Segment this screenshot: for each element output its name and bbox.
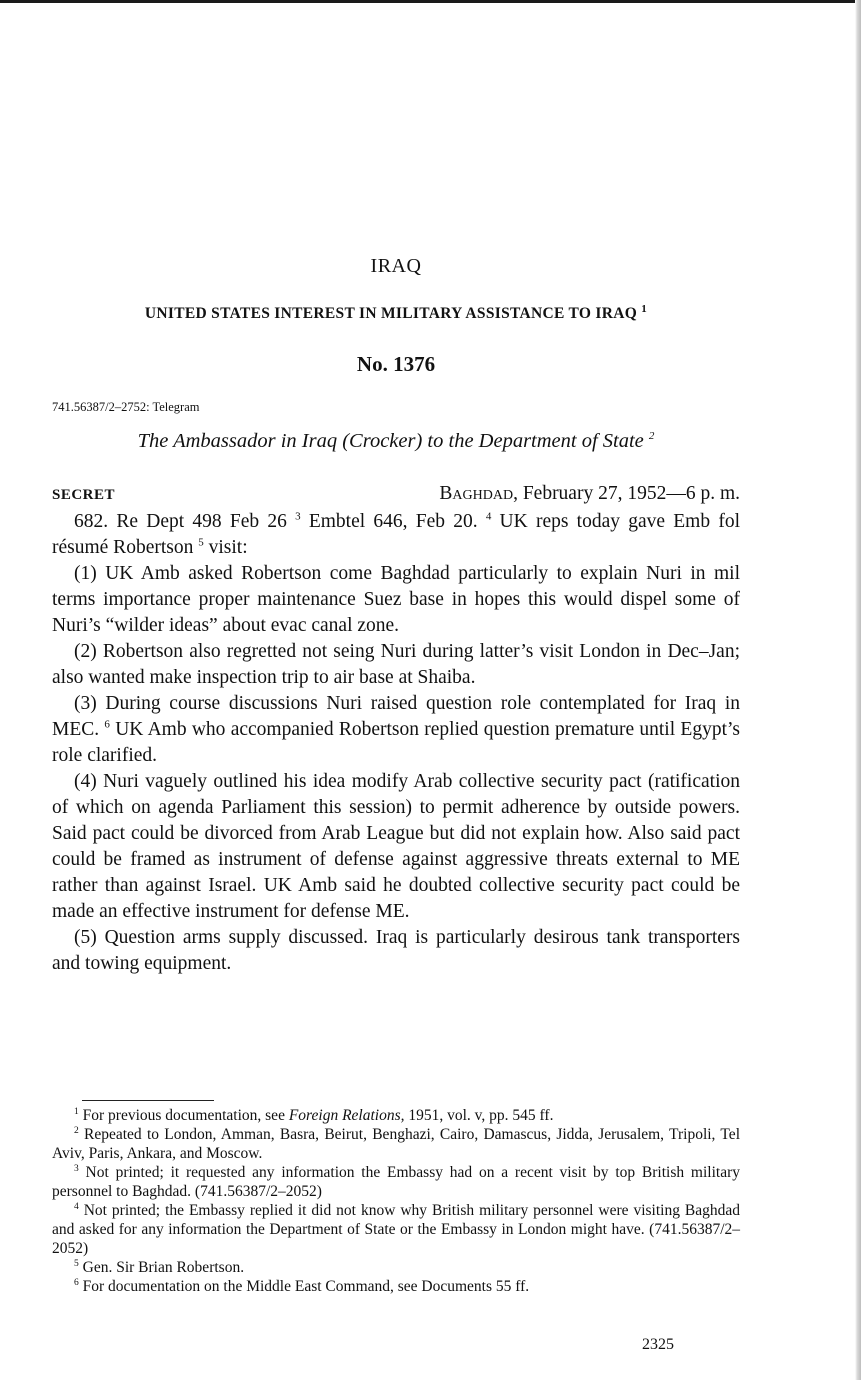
subject-heading: UNITED STATES INTEREST IN MILITARY ASSISTANCE TO IRAQ $^1$ xyxy=(144,302,648,322)
country-heading: IRAQ xyxy=(370,255,422,277)
footnote-ref-2[interactable]: 2 xyxy=(648,430,655,443)
date-time: , February 27, 1952—6 p. m. xyxy=(513,483,740,504)
page-number: 2325 xyxy=(642,1336,674,1353)
document-number: No. 1376 xyxy=(356,352,436,376)
footnote-4: $^4$ Not printed; the Embassy replied it did not know why British military personnel were visiting Baghdad and asked for any information the Department of State or the Embassy in London might have. (741.56387/2–2052) xyxy=(52,1201,740,1257)
classification-label: SECRET xyxy=(52,487,116,503)
footnote-5: $^5$ Gen. Sir Brian Robertson. xyxy=(74,1258,245,1276)
paragraph-intro: 682. Re Dept 498 Feb 26 $^3$ Embtel 646, Feb 20. $^4$ UK reps today gave Emb fol résumé Robertson $^5$ visit: xyxy=(52,510,740,558)
file-reference: 741.56387/2–2752: Telegram xyxy=(52,400,200,414)
footnote-ref-4[interactable]: 4 xyxy=(485,510,492,523)
place-name: Baghdad xyxy=(439,483,514,504)
page-edge-shadow xyxy=(855,0,861,1380)
paragraph-4: (4) Nuri vaguely outlined his idea modify Arab collective security pact (ratification of which on agenda Parliament this session) to permit adherence by outside powers. Said pact could be divorced from Arab League but did not explain how. Also said pact could be framed as instrument of defense against aggressive threats external to ME rather than against Israel. UK Amb said he doubted collective security pact could be made an effective instrument for defense ME. xyxy=(52,771,740,922)
document-heading: The Ambassador in Iraq (Crocker) to the Department of State $^2$ xyxy=(137,430,655,452)
footnote-3: $^3$ Not printed; it requested any information the Embassy had on a recent visit by top British military personnel to Baghdad. (741.56387/2–2052) xyxy=(52,1163,740,1200)
place-date xyxy=(439,483,740,505)
paragraph-2: (2) Robertson also regretted not seing Nuri during latter’s visit London in Dec–Jan; also wanted make inspection trip to air base at Shaiba. xyxy=(52,641,740,688)
dateline xyxy=(52,483,740,509)
telegram-body xyxy=(52,509,740,977)
paragraph-3: (3) During course discussions Nuri raised question role contemplated for Iraq in MEC. $^6$ UK Amb who accompanied Robertson replied question premature until Egypt’s role clarified. xyxy=(52,693,740,766)
footnote-divider xyxy=(82,1100,214,1101)
footnote-6: $^6$ For documentation on the Middle East Command, see Documents 55 ff. xyxy=(74,1277,530,1295)
footnote-ref-1[interactable]: 1 xyxy=(641,302,648,315)
footnote-ref-5[interactable]: 5 xyxy=(198,536,204,549)
footnotes xyxy=(52,1106,740,1296)
footnote-1: $^1$ For previous documentation, see Foreign Relations, 1951, vol. v, pp. 545 ff. xyxy=(74,1106,554,1124)
top-border xyxy=(0,0,861,3)
footnote-2: $^2$ Repeated to London, Amman, Basra, Beirut, Benghazi, Cairo, Damascus, Jidda, Jerusalem, Tripoli, Tel Aviv, Paris, Ankara, and Moscow. xyxy=(52,1125,740,1162)
paragraph-5: (5) Question arms supply discussed. Iraq is particularly desirous tank transporters and towing equipment. xyxy=(52,927,740,974)
footnote-ref-3[interactable]: 3 xyxy=(295,510,301,523)
paragraph-1: (1) UK Amb asked Robertson come Baghdad particularly to explain Nuri in mil terms importance proper maintenance Suez base in hopes this would dispel some of Nuri’s “wilder ideas” about evac canal zone. xyxy=(52,563,740,636)
footnote-ref-6[interactable]: 6 xyxy=(104,718,110,731)
